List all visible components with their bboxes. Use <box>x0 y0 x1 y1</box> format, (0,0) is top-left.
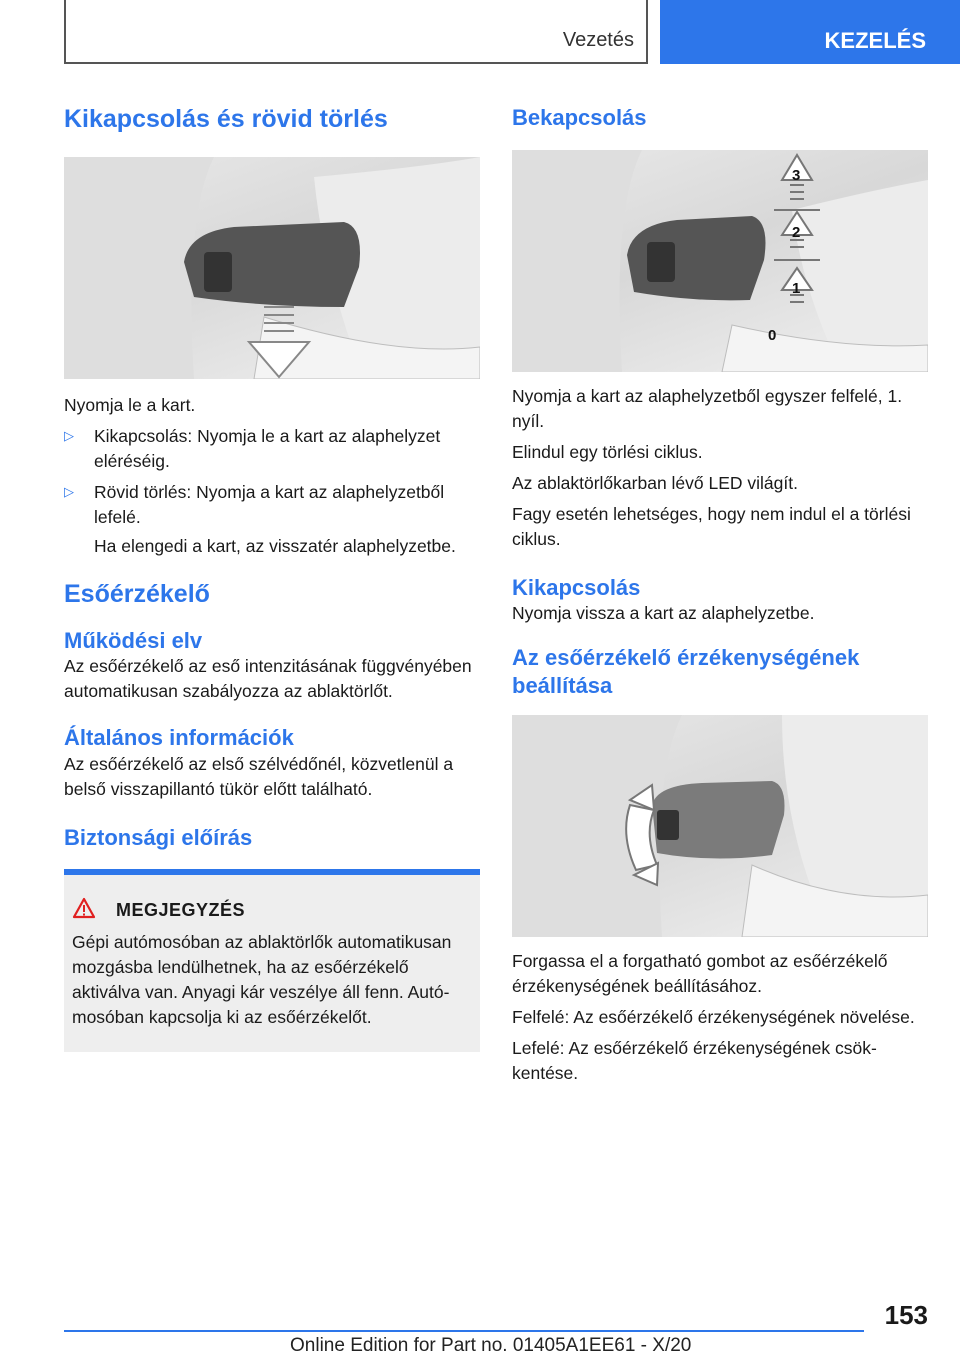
header-section-label: Vezetés <box>562 29 634 51</box>
wiper-lever-down-illustration <box>64 157 480 379</box>
bullet-note: Ha elengedi a kart, az visszatér alaphelyzetbe. <box>94 536 456 557</box>
section-title-rain-sensor: Esőérzékelő <box>64 580 210 609</box>
switch-on-text-4: Fagy esetén lehetséges, hogy nem indul el a törlési ciklus. <box>512 503 911 549</box>
position-label-1: 1 <box>792 279 801 297</box>
section-title-shutoff: Kikapcsolás és rövid törlés <box>64 105 388 133</box>
bullet-text: Kikapcsolás: Nyomja le a kart az alaphelyzet eléréséig. <box>94 426 441 472</box>
footer-edition: Online Edition for Part no. 01405A1EE61 - X/20 <box>290 1335 692 1356</box>
position-label-3: 3 <box>792 166 801 184</box>
notice-box <box>64 869 480 1052</box>
wiper-lever-up-illustration <box>512 150 928 372</box>
bullet-item <box>64 424 480 474</box>
notice-header <box>72 897 472 924</box>
position-label-0: 0 <box>768 326 777 344</box>
wiper-lever-up-image <box>512 150 928 372</box>
notice-text: Gépi autómosóban az ablaktörlők automatikusan mozgásba lendülhetnek, ha az esőérzékelő aktiválva van. Anyagi kár veszélye áll fenn. Autómosóban kapcsolja ki az esőérzékelőt. <box>72 932 452 1027</box>
subtitle-general: Általános információk <box>64 725 294 750</box>
header-chapter-label: KEZELÉS <box>824 28 926 53</box>
triangle-bullet-icon: ▷ <box>64 428 74 444</box>
switch-off-text: Nyomja vissza a kart az alaphelyzetbe. <box>512 603 815 623</box>
rotary-knob-image <box>512 715 928 937</box>
section-title-switch-off: Kikapcsolás <box>512 574 641 600</box>
position-label-2: 2 <box>792 223 801 241</box>
subtitle-safety: Biztonsági előírás <box>64 824 253 850</box>
bullet-item <box>64 480 480 530</box>
switch-on-text-1: Nyomja a kart az alaphelyzetből egyszer felfelé, 1. nyíl. <box>512 385 903 431</box>
sensitivity-text-1: Forgassa el a forgatható gombot az esőérzékelő érzékenységének beállításához. <box>512 951 888 996</box>
wiper-lever-down-image <box>64 157 480 379</box>
sensitivity-text-3: Lefelé: Az esőérzékelő érzékenységének csökkentése. <box>512 1038 877 1083</box>
page-number: 153 <box>884 1300 928 1330</box>
subtitle-principle: Működési elv <box>64 627 203 653</box>
switch-on-text-2: Elindul egy törlési ciklus. <box>512 441 703 462</box>
section-title-sensitivity: Az esőérzékelő érzékenységének beállítása <box>512 645 860 698</box>
sensitivity-text-2: Felfelé: Az esőérzékelő érzékenységének növelése. <box>512 1007 915 1027</box>
principle-text: Az esőérzékelő az eső intenzitásának függvényében automatikusan szabályozza az ablaktörlőt. <box>64 656 472 701</box>
section-title-switch-on: Bekapcsolás <box>512 105 647 130</box>
intro-text: Nyomja le a kart. <box>64 395 196 416</box>
bullet-text: Rövid törlés: Nyomja a kart az alaphelyzetből lefelé. <box>94 482 445 528</box>
left-column <box>64 100 480 1052</box>
warning-triangle-icon <box>72 897 116 924</box>
header-chapter-tab[interactable] <box>660 0 960 64</box>
header-section-box <box>64 0 648 64</box>
footer-divider <box>64 1330 864 1332</box>
switch-on-text-3: Az ablaktörlőkarban lévő LED világít. <box>512 472 798 493</box>
general-text: Az esőérzékelő az első szélvédőnél, közvetlenül a belső visszapillantó tükör előtt található. <box>64 753 454 799</box>
rotary-knob-illustration <box>512 715 928 937</box>
notice-label: MEGJEGYZÉS <box>116 900 246 920</box>
right-column <box>512 100 928 1086</box>
triangle-bullet-icon: ▷ <box>64 484 74 500</box>
